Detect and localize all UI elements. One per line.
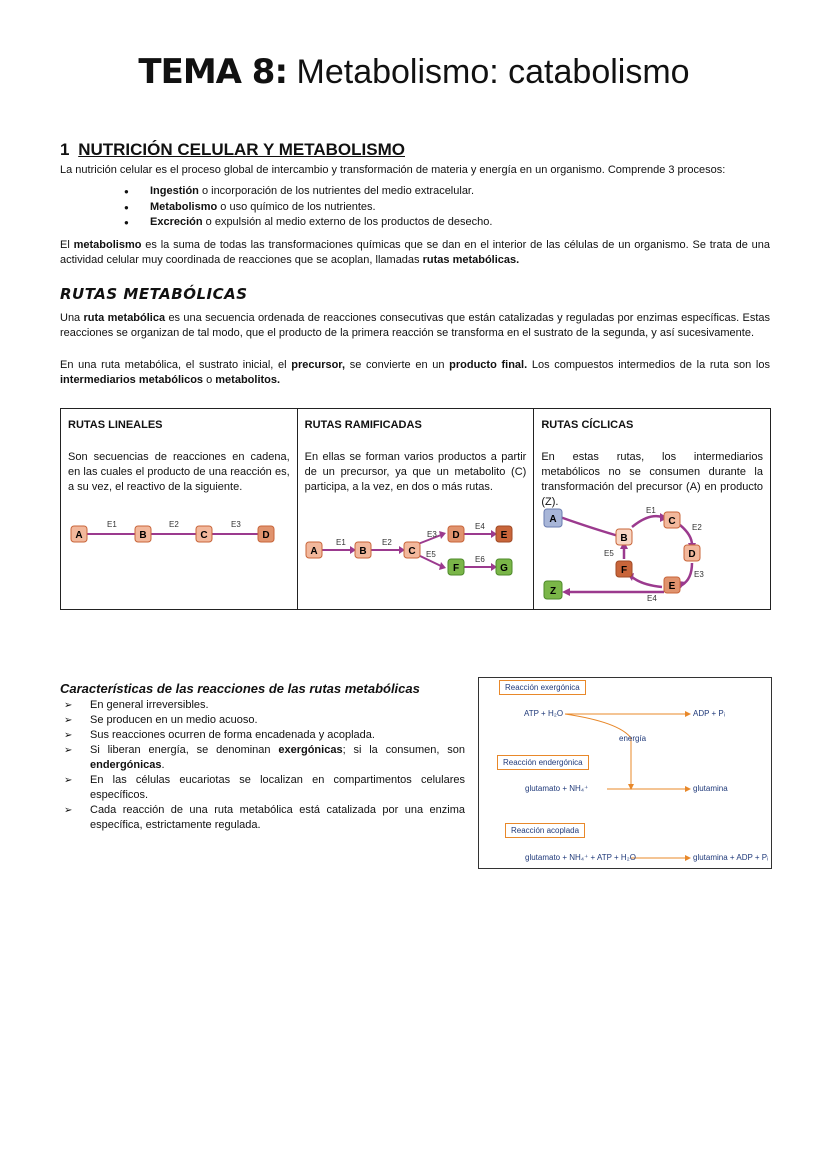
text-bold: intermediarios metabólicos [60, 373, 204, 386]
reactions-arrows [479, 678, 771, 868]
page-title [0, 52, 828, 92]
node-label: A [549, 514, 557, 525]
list-item [60, 743, 465, 773]
bullet-text: o expulsión al medio externo de los productos de desecho. [202, 216, 493, 228]
glutamato-nh4: glutamato + NH₄⁺ [525, 784, 589, 793]
characteristics-heading: Características de las reacciones de las rutas metabólicas [60, 681, 420, 696]
bullet-bold: Ingestión [150, 185, 199, 197]
text-run: es una secuencia ordenada de reacciones consecutivas que están catalizadas y reguladas por enzimas específicas. Estas reacciones se organizan de tal modo, que el producto de la primera reacción se transforma en el sustrato de la segunda, y así sucesivamente. [60, 312, 770, 339]
text-run: Si liberan energía, se denominan [90, 744, 279, 756]
text-run: o [203, 373, 216, 386]
rutas-heading: RUTAS METABÓLICAS [60, 285, 248, 303]
process-list [110, 184, 492, 231]
text-run: El [60, 239, 74, 251]
list-item: ➢ En general irreversibles. [60, 698, 465, 713]
section-heading [60, 140, 405, 160]
col-text: Son secuencias de reacciones en cadena, en las cuales el producto de una reacción es, a su vez, el reactivo de la siguiente. [68, 451, 290, 493]
node-label: B [139, 530, 147, 541]
glutamina: glutamina [693, 784, 728, 793]
node-label: A [310, 546, 318, 557]
title-bold: TEMA 8: [138, 52, 288, 92]
bullet-text: o uso químico de los nutrientes. [217, 200, 376, 213]
enzyme-label: E1 [335, 538, 346, 547]
enzyme-label: E4 [647, 594, 658, 603]
text-run: ; si la consumen, son [342, 744, 465, 756]
label-acoplada: Reacción acoplada [505, 823, 585, 838]
list-item [110, 215, 492, 231]
col-text: En ellas se forman varios productos a partir de un precursor, ya que un metabolito (C) participa, a la vez, en dos o más rutas. [304, 451, 527, 493]
node-label: D [688, 549, 696, 560]
text-run: se convierte en un [345, 359, 450, 371]
bullet-bold: Metabolismo [150, 200, 218, 213]
text-bold: precursor, [291, 359, 346, 371]
list-item: ➢ Sus reacciones ocurren de forma encadenada y acoplada. [60, 728, 465, 743]
enzyme-label: E4 [474, 522, 485, 531]
energia: energía [619, 734, 647, 743]
enzyme-label: E3 [426, 530, 437, 539]
text-bold: metabolismo [73, 239, 142, 251]
enzyme-label: E3 [231, 520, 241, 529]
node-label: F [621, 565, 628, 576]
acoplada-right: glutamina + ADP + Pᵢ [693, 853, 769, 862]
text-run: Los compuestos intermedios de la ruta son los [527, 359, 770, 371]
adp-pi: ADP + Pᵢ [693, 709, 726, 718]
node-label: B [620, 533, 628, 544]
node-label: Z [550, 586, 557, 597]
node-label: C [668, 516, 676, 527]
text-run: Una [60, 312, 84, 324]
col-heading: RUTAS LINEALES [68, 419, 163, 431]
section-title: NUTRICIÓN CELULAR Y METABOLISMO [78, 140, 405, 159]
col-heading: RUTAS CÍCLICAS [541, 419, 634, 431]
enzyme-label: E2 [169, 520, 179, 529]
characteristics-list [60, 698, 465, 833]
text-bold: metabolitos. [215, 373, 281, 386]
node-label: F [452, 563, 459, 574]
node-label: D [452, 530, 460, 541]
node-label: B [359, 546, 367, 557]
enzyme-label: E6 [474, 555, 485, 564]
title-rest: Metabolismo: catabolismo [296, 53, 690, 91]
linear-diagram [61, 409, 281, 609]
text-run: En una ruta metabólica, el sustrato inicial, el [60, 359, 292, 371]
enzyme-label: E1 [107, 520, 117, 529]
node-label: G [499, 563, 508, 574]
enzyme-label: E2 [381, 538, 392, 547]
col-ciclicas [534, 409, 771, 610]
text-bold: rutas metabólicas. [422, 253, 520, 266]
enzyme-label: E1 [646, 506, 657, 515]
enzyme-label: E5 [604, 549, 615, 558]
enzyme-label: E2 [692, 523, 703, 532]
node-label: D [262, 530, 270, 541]
atp-h2o: ATP + H₂O [524, 709, 564, 718]
rutas-table [60, 408, 771, 610]
bullet-bold: Excreción [150, 216, 203, 228]
node-label: A [75, 530, 83, 541]
section-number: 1 [60, 140, 70, 159]
col-heading: RUTAS RAMIFICADAS [304, 419, 422, 431]
node-label: E [668, 581, 676, 592]
rutas-paragraph-2 [60, 358, 770, 387]
col-lineales [61, 409, 298, 610]
col-ramificadas [297, 409, 534, 610]
label-endergonica: Reacción endergónica [497, 755, 589, 770]
text-bold: exergónicas [278, 744, 343, 756]
branched-diagram [298, 409, 518, 609]
node-label: E [500, 530, 507, 541]
text-bold: producto final. [449, 359, 528, 371]
text-run: . [161, 759, 165, 771]
acoplada-left: glutamato + NH₄⁺ + ATP + H₂O [525, 853, 637, 862]
label-exergonica: Reacción exergónica [499, 680, 586, 695]
cyclic-diagram [534, 409, 802, 609]
col-text: En estas rutas, los intermediarios metabólicos no se consumen durante la transformación del precursor (A) en producto (Z). [541, 451, 763, 508]
list-item: ➢ En las células eucariotas se localizan en compartimentos celulares específicos. [60, 773, 465, 803]
enzyme-label: E5 [425, 550, 436, 559]
bullet-text: o incorporación de los nutrientes del medio extracelular. [198, 185, 475, 197]
list-item: ➢ Se producen en un medio acuoso. [60, 713, 465, 728]
text-bold: ruta metabólica [83, 312, 166, 324]
enzyme-label: E3 [694, 570, 705, 579]
intro-paragraph: La nutrición celular es el proceso global de intercambio y transformación de materia y energía en un organismo. Comprende 3 procesos: [60, 164, 726, 176]
list-item [110, 184, 492, 200]
rutas-paragraph-1 [60, 311, 770, 340]
text-run: es la suma de todas las transformaciones químicas que se dan en el interior de las células de un organismo. Se trata de una actividad celular muy coordinada de reacciones que se acoplan, llamadas [60, 239, 770, 266]
metabolism-paragraph [60, 238, 770, 267]
text-bold: endergónicas [90, 759, 162, 771]
node-label: C [200, 530, 208, 541]
node-label: C [408, 546, 416, 557]
list-item: ➢ Cada reacción de una ruta metabólica está catalizada por una enzima específica, estrictamente regulada. [60, 803, 465, 833]
reactions-figure [478, 677, 772, 869]
list-item [110, 200, 492, 216]
